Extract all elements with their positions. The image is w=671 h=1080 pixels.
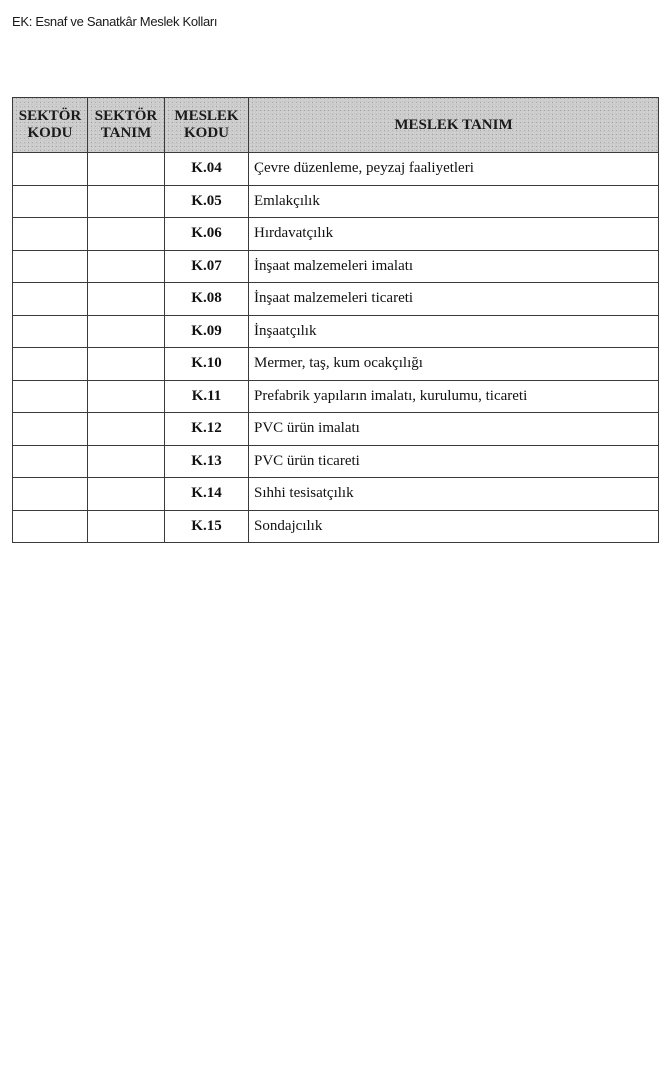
- meslek-table: [12, 97, 659, 543]
- meslek-tanim-cell: Mermer, taş, kum ocakçılığı: [249, 348, 659, 381]
- header-meslek-kodu-line1: MESLEK: [174, 108, 239, 124]
- sektor-kodu-cell: [13, 283, 88, 316]
- meslek-tanim-cell: Çevre düzenleme, peyzaj faaliyetleri: [249, 153, 659, 186]
- meslek-kodu-cell: K.08: [165, 283, 249, 316]
- table-row: [13, 348, 659, 381]
- table-row: [13, 478, 659, 511]
- meslek-kodu-cell: K.11: [165, 380, 249, 413]
- document-title: EK: Esnaf ve Sanatkâr Meslek Kolları: [12, 14, 218, 29]
- sektor-kodu-cell: [13, 413, 88, 446]
- header-sektor-kodu-line2: KODU: [27, 125, 73, 141]
- header-meslek-kodu: [165, 98, 249, 153]
- table-row: [13, 283, 659, 316]
- sektor-tanim-cell: [88, 348, 165, 381]
- meslek-kodu-cell: K.06: [165, 218, 249, 251]
- header-sektor-kodu-line1: SEKTÖR: [18, 108, 82, 124]
- meslek-tanim-cell: Prefabrik yapıların imalatı, kurulumu, ticareti: [249, 380, 659, 413]
- sektor-tanim-cell: [88, 250, 165, 283]
- sektor-tanim-cell: [88, 510, 165, 543]
- meslek-kodu-cell: K.07: [165, 250, 249, 283]
- meslek-kodu-cell: K.13: [165, 445, 249, 478]
- sektor-kodu-cell: [13, 185, 88, 218]
- header-meslek-tanim: MESLEK TANIM: [249, 98, 659, 153]
- sektor-kodu-cell: [13, 510, 88, 543]
- meslek-tanim-cell: PVC ürün ticareti: [249, 445, 659, 478]
- meslek-kodu-cell: K.09: [165, 315, 249, 348]
- meslek-tanim-cell: Sıhhi tesisatçılık: [249, 478, 659, 511]
- sektor-tanim-cell: [88, 478, 165, 511]
- meslek-tanim-cell: Hırdavatçılık: [249, 218, 659, 251]
- sektor-tanim-cell: [88, 315, 165, 348]
- table-row: [13, 185, 659, 218]
- table-row: [13, 218, 659, 251]
- sektor-kodu-cell: [13, 218, 88, 251]
- table-row: [13, 413, 659, 446]
- table-row: [13, 380, 659, 413]
- sektor-tanim-cell: [88, 380, 165, 413]
- sektor-kodu-cell: [13, 250, 88, 283]
- sektor-tanim-cell: [88, 413, 165, 446]
- table-row: [13, 445, 659, 478]
- sektor-kodu-cell: [13, 445, 88, 478]
- sektor-tanim-cell: [88, 185, 165, 218]
- sektor-kodu-cell: [13, 380, 88, 413]
- header-sektor-tanim-line2: TANIM: [100, 125, 152, 141]
- table-row: [13, 250, 659, 283]
- meslek-kodu-cell: K.15: [165, 510, 249, 543]
- header-meslek-kodu-line2: KODU: [184, 125, 229, 141]
- sektor-tanim-cell: [88, 445, 165, 478]
- meslek-kodu-cell: K.10: [165, 348, 249, 381]
- sektor-tanim-cell: [88, 283, 165, 316]
- sektor-kodu-cell: [13, 315, 88, 348]
- meslek-kodu-cell: K.05: [165, 185, 249, 218]
- header-sektor-tanim-line1: SEKTÖR: [94, 108, 158, 124]
- header-row: [13, 98, 659, 153]
- sektor-tanim-cell: [88, 153, 165, 186]
- table-body: [13, 153, 659, 543]
- meslek-tanim-cell: İnşaat malzemeleri imalatı: [249, 250, 659, 283]
- table-row: [13, 315, 659, 348]
- meslek-kodu-cell: K.12: [165, 413, 249, 446]
- sektor-tanim-cell: [88, 218, 165, 251]
- meslek-tanim-cell: PVC ürün imalatı: [249, 413, 659, 446]
- sektor-kodu-cell: [13, 153, 88, 186]
- meslek-tanim-cell: İnşaat malzemeleri ticareti: [249, 283, 659, 316]
- sektor-kodu-cell: [13, 478, 88, 511]
- header-sektor-kodu: [13, 98, 88, 153]
- meslek-kodu-cell: K.14: [165, 478, 249, 511]
- meslek-tanim-cell: Sondajcılık: [249, 510, 659, 543]
- meslek-tanim-cell: Emlakçılık: [249, 185, 659, 218]
- meslek-kodu-cell: K.04: [165, 153, 249, 186]
- table-row: [13, 510, 659, 543]
- header-sektor-tanim: [88, 98, 165, 153]
- meslek-tanim-cell: İnşaatçılık: [249, 315, 659, 348]
- sektor-kodu-cell: [13, 348, 88, 381]
- table-row: [13, 153, 659, 186]
- table-header: [13, 98, 659, 153]
